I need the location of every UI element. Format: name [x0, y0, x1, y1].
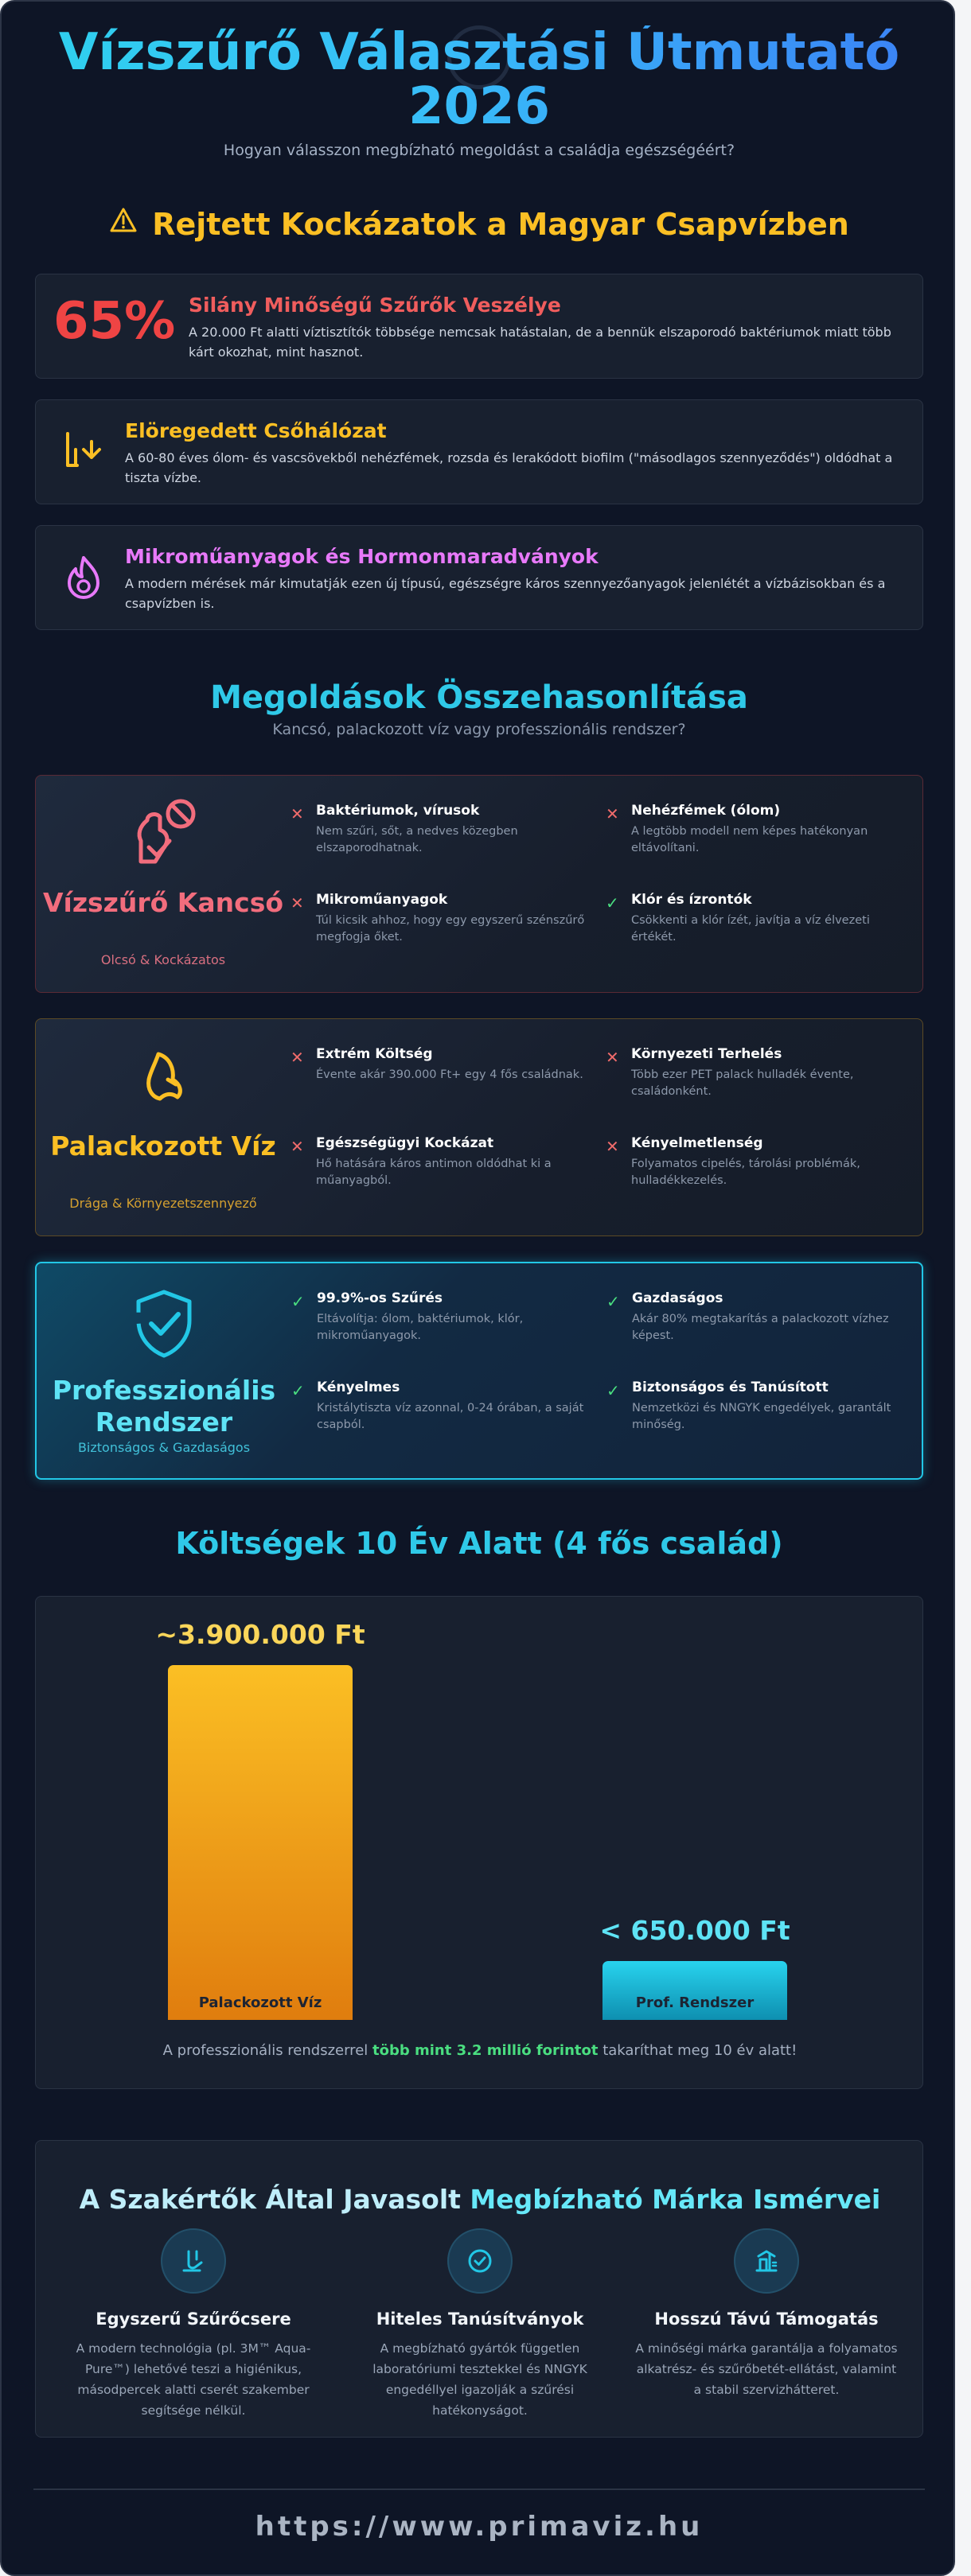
feature-text: Több ezer PET palack hulladék évente, családonként. [631, 1068, 854, 1098]
expert-item-title: Hosszú Távú Támogatás [654, 2309, 879, 2329]
pipe-icon [58, 426, 109, 477]
header [33, 25, 925, 159]
cost-chart [35, 1596, 923, 2089]
check-icon: ✓ [291, 1381, 305, 1400]
bar-label: Palackozott Víz [198, 1994, 322, 2011]
feature-text: Eltávolítja: ólom, baktériumok, klór, mikroműanyagok. [317, 1313, 524, 1342]
cross-icon: ✕ [291, 1048, 304, 1067]
expert-item [58, 2228, 329, 2421]
solution-name: Vízszűrő Kancsó [42, 887, 284, 918]
expert-item-text: A megbízható gyártók független laboratóriumi tesztekkel és NNGYK engedéllyel igazolják a szűrési hatékonyságot. [372, 2341, 587, 2418]
solutions-title: Megoldások Összehasonlítása [210, 679, 748, 716]
feature-title: 99.9%-os Szűrés [317, 1290, 443, 1306]
risk-card-pipes [35, 399, 923, 504]
feature-text: Csökkenti a klór ízét, javítja a víz élvezeti értékét. [631, 914, 870, 944]
check-icon: ✓ [606, 1292, 620, 1311]
saving-highlight: több mint 3.2 millió forintot [372, 2042, 599, 2059]
risk-title: Mikroműanyagok és Hormonmaradványok [125, 545, 599, 568]
saving-note [36, 2042, 924, 2059]
cross-icon: ✕ [606, 1048, 619, 1067]
bar-label: Prof. Rendszer [635, 1994, 755, 2011]
bottle-icon [123, 1040, 203, 1119]
expert-item-title: Hiteles Tanúsítványok [376, 2309, 584, 2329]
flame-icon [58, 551, 109, 602]
solution-header [36, 1019, 291, 1235]
solution-card-bottled [35, 1018, 923, 1236]
check-circle-icon [447, 2228, 513, 2294]
shield-check-icon [124, 1284, 204, 1364]
cross-icon: ✕ [291, 804, 304, 823]
risk-card-microplastics [35, 525, 923, 630]
feature-title: Egészségügyi Kockázat [316, 1135, 494, 1151]
feature-text: Túl kicsik ahhoz, hogy egy egyszerű szénszűrő megfogja őket. [316, 914, 585, 944]
risk-card-filters [35, 274, 923, 379]
feature-title: Kényelmetlenség [631, 1135, 763, 1151]
cross-icon: ✕ [291, 1137, 304, 1156]
risk-text: A 60-80 éves ólom- és vascsövekből nehézfémek, rozsda és lerakódott biofilm ("másodlagos szennyeződés") oldódhat a tiszta vízbe. [125, 450, 893, 485]
solution-card-pitcher [35, 775, 923, 993]
feature-title: Nehézfémek (ólom) [631, 803, 781, 819]
bar-bottled [168, 1665, 353, 2020]
solution-name: Professzionális Rendszer [52, 1375, 276, 1438]
feature-text: Akár 80% megtakarítás a palackozott vízhez képest. [632, 1313, 889, 1342]
solution-header [37, 1263, 291, 1478]
cross-icon: ✕ [606, 1137, 619, 1156]
bar-value-label: ~3.900.000 Ft [155, 1619, 365, 1650]
feature-text: Nemzetközi és NNGYK engedélyek, garantált minőség. [632, 1402, 891, 1431]
feature-title: Baktériumok, vírusok [316, 803, 480, 819]
feature-text: Nem szűri, sőt, a nedves közegben elszaporodhatnak. [316, 825, 518, 854]
solutions-subtitle: Kancsó, palackozott víz vagy professzionális rendszer? [272, 721, 686, 738]
feature-text: Hő hatására káros antimon oldódhat ki a műanyagból. [316, 1158, 552, 1187]
risks-title: Rejtett Kockázatok a Magyar Csapvízben [152, 207, 849, 242]
cross-icon: ✕ [606, 804, 619, 823]
expert-section [35, 2140, 923, 2438]
check-icon: ✓ [606, 1381, 620, 1400]
saving-text: takaríthat meg 10 év alatt! [598, 2042, 797, 2059]
expert-title-highlight: Megbízható Márka Ismérvei [470, 2184, 881, 2215]
footer-url[interactable]: https://www.primaviz.hu [255, 2511, 704, 2543]
saving-text: A professzionális rendszerrel [162, 2042, 372, 2059]
feature-title: Környezeti Terhelés [631, 1046, 782, 1062]
expert-item-text: A minőségi márka garantálja a folyamatos alkatrész- és szűrőbetét-ellátást, valamint a stabil szervizhátteret. [635, 2341, 898, 2397]
page-title: Vízszűrő Választási Útmutató 2026 [33, 25, 925, 134]
warning-icon [109, 206, 138, 241]
solution-tag: Biztonságos & Gazdaságos [77, 1440, 251, 1455]
feature-title: Mikroműanyagok [316, 892, 448, 908]
page-subtitle: Hogyan válasszon megbízható megoldást a családja egészségéért? [223, 142, 735, 159]
expert-title [36, 2184, 924, 2215]
expert-item-text: A modern technológia (pl. 3M™ Aqua-Pure™) lehetővé teszi a higiénikus, másodpercek alatti cserét szakember segítsége nélkül. [76, 2341, 311, 2418]
feature-title: Extrém Költség [316, 1046, 433, 1062]
filter-swap-icon [161, 2228, 226, 2294]
check-icon: ✓ [606, 893, 619, 912]
risks-title-row [33, 207, 925, 244]
expert-item [345, 2228, 615, 2421]
cross-icon: ✕ [291, 893, 304, 912]
solution-card-professional [35, 1262, 923, 1480]
risk-title: Elöregedett Csőhálózat [125, 419, 387, 442]
feature-title: Gazdaságos [632, 1290, 723, 1306]
feature-title: Klór és ízrontók [631, 892, 752, 908]
feature-text: Kristálytiszta víz azonnal, 0-24 órában, a saját csapból. [317, 1402, 584, 1431]
feature-text: A legtöbb modell nem képes hatékonyan eltávolítani. [631, 825, 868, 854]
expert-item [631, 2228, 902, 2400]
risk-title: Silány Minőségű Szűrők Veszélye [189, 294, 561, 317]
support-icon [734, 2228, 799, 2294]
risk-text: A 20.000 Ft alatti víztisztítók többsége nemcsak hatástalan, de a bennük elszaporodó baktériumok miatt több kárt okozhat, mint hasznot. [189, 325, 891, 360]
check-icon: ✓ [291, 1292, 305, 1311]
feature-text: Évente akár 390.000 Ft+ egy 4 fős családnak. [316, 1068, 583, 1081]
feature-title: Biztonságos és Tanúsított [632, 1379, 829, 1395]
expert-item-title: Egyszerű Szűrőcsere [96, 2309, 291, 2329]
feature-text: Folyamatos cipelés, tárolási problémák, hulladékkezelés. [631, 1158, 860, 1187]
expert-title-text: A Szakértők Által Javasolt [79, 2184, 470, 2215]
solution-header [36, 776, 291, 992]
risk-text: A modern mérések már kimutatják ezen új típusú, egészségre káros szennyezőanyagok jelenlétét a vízbázisokban és a csapvízben is. [125, 576, 886, 611]
solution-tag: Olcsó & Kockázatos [100, 952, 226, 967]
bar-value-label: < 650.000 Ft [599, 1915, 790, 1946]
pitcher-no-icon [123, 796, 203, 876]
solution-name: Palackozott Víz [50, 1130, 276, 1162]
feature-title: Kényelmes [317, 1379, 400, 1395]
footer-divider [33, 2488, 925, 2490]
solution-tag: Drága & Környezetszennyező [69, 1196, 257, 1211]
risk-stat: 65% [53, 292, 176, 351]
cost-chart-title: Költségek 10 Év Alatt (4 fős család) [175, 1526, 783, 1561]
